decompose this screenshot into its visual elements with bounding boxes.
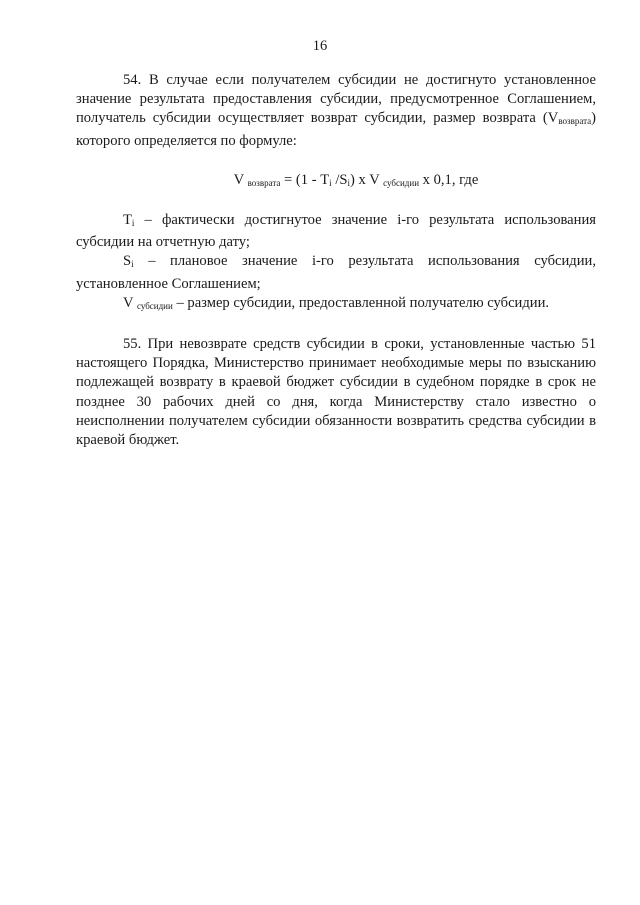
page-number: 16 [312, 38, 328, 54]
paragraph-54 [76, 71, 596, 151]
formula-vs-subscript: субсидии [383, 177, 420, 188]
paragraph-54-subscript: возврата [558, 116, 592, 127]
definition-s-symbol: S [123, 253, 132, 270]
definition-v-text: – размер субсидии, предоставленной получателю субсидии. [172, 294, 550, 311]
formula-close-x: ) x V [350, 171, 380, 188]
definition-s [76, 252, 596, 293]
definition-v [76, 294, 596, 316]
paragraph-54-text-a: 54. В случае если получателем субсидии не достигнуто установленное значение результата предоставления субсидии, предусмотренное Соглашением, получатель субсидии осуществляет возврат субсидии, размер возврата (V [76, 72, 596, 127]
definition-t [76, 211, 596, 252]
formula-div: /S [331, 171, 348, 188]
paragraph-55: 55. При невозврате средств субсидии в сроки, установленные частью 51 настоящего Порядка, Министерство принимает необходимые меры по взысканию подлежащей возврату в краевой бюджет субсидии в судебном порядке в срок не позднее 30 рабочих дней со дня, когда Министерству стало известно о неисполнении получателем субсидии обязанности возвратить средства субсидии в краевой бюджет. [76, 336, 596, 449]
formula-v: V [233, 171, 244, 188]
definition-s-subscript: i [131, 259, 134, 270]
definition-t-text: – фактически достигнутое значение i-го результата использования субсидии на отчетную дату; [76, 212, 596, 251]
definition-v-symbol: V [123, 294, 134, 311]
formula-tail: x 0,1, где [419, 171, 479, 188]
definition-v-subscript: субсидии [136, 300, 173, 311]
formula-t-subscript: i [329, 177, 332, 188]
formula-s-subscript: i [347, 177, 351, 188]
definition-t-subscript: i [131, 218, 135, 229]
paragraph-spacer [76, 316, 596, 335]
formula-eq-open: = (1 - T [280, 171, 330, 188]
document-body [76, 71, 596, 450]
definition-s-text: – плановое значение i-го результата использования субсидии, установленное Соглашением; [76, 253, 596, 292]
refund-formula [76, 171, 596, 193]
definition-t-symbol: T [123, 212, 132, 229]
formula-v-subscript: возврата [247, 177, 281, 188]
paragraph-54-text-b: ) которого определяется по формуле: [76, 110, 596, 149]
